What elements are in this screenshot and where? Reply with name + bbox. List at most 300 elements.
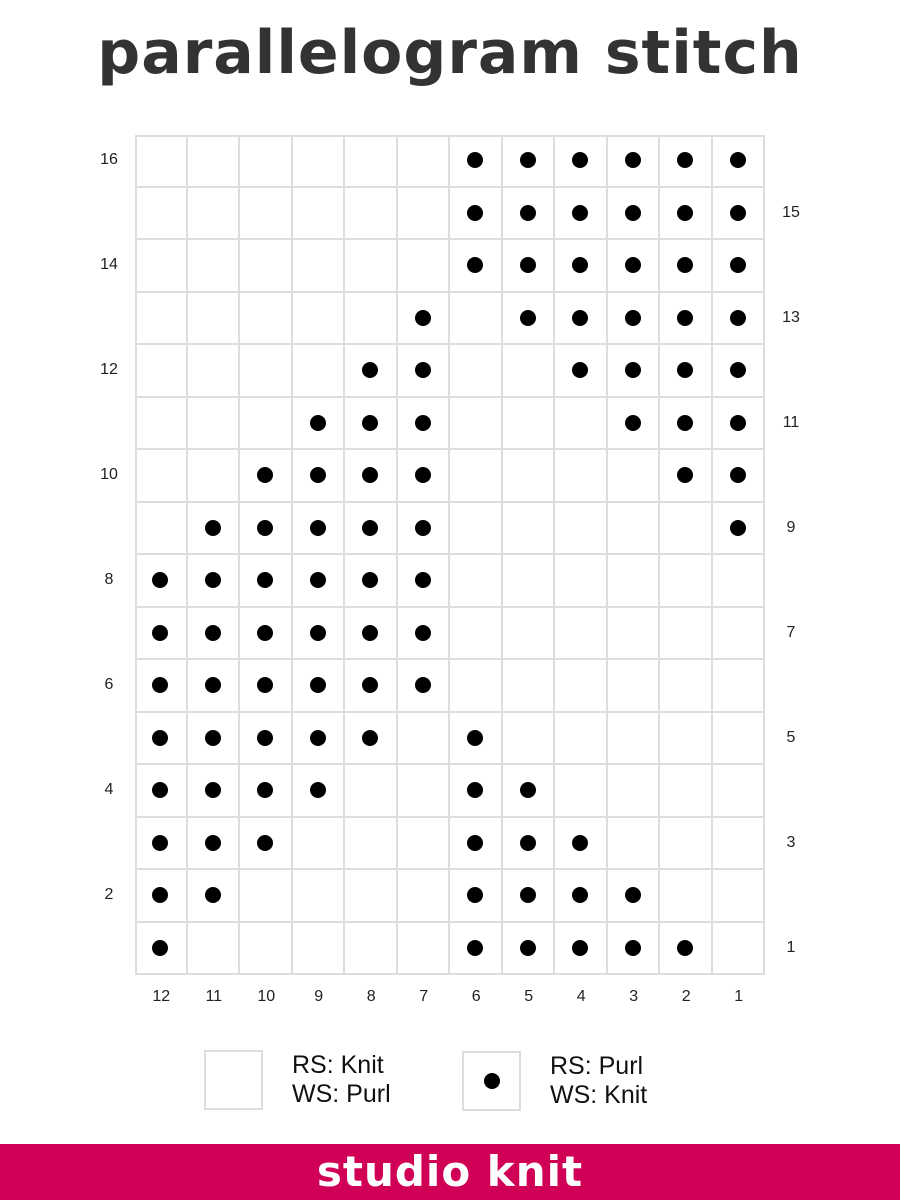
purl-dot-icon [205,782,221,798]
chart-cell [345,923,398,976]
chart-cell [608,503,661,556]
purl-dot-icon [362,730,378,746]
chart-cell [345,660,398,713]
legend-knit-text [292,1051,391,1109]
chart-cell [660,450,713,503]
chart-cell [135,503,188,556]
knitting-chart-grid [135,135,765,975]
purl-dot-icon [467,152,483,168]
chart-cell [135,660,188,713]
chart-cell [608,450,661,503]
chart-cell [503,398,556,451]
purl-dot-icon [467,205,483,221]
chart-cell [555,188,608,241]
purl-dot-icon [572,257,588,273]
chart-cell [135,555,188,608]
chart-cell [135,608,188,661]
chart-cell [713,923,766,976]
chart-cell [345,345,398,398]
purl-dot-icon [152,887,168,903]
chart-cell [135,188,188,241]
legend-knit-ws: WS: Purl [292,1080,391,1108]
purl-dot-icon [677,415,693,431]
legend-purl-ws: WS: Knit [550,1081,648,1109]
purl-dot-icon [205,730,221,746]
column-label: 12 [152,988,171,1005]
purl-dot-icon [310,677,326,693]
purl-dot-icon [257,835,273,851]
chart-cell [345,818,398,871]
chart-cell [188,450,241,503]
chart-cell [398,555,451,608]
legend-knit-rs: RS: Knit [292,1051,384,1079]
chart-cell [608,293,661,346]
row-label: 1 [786,938,796,956]
purl-dot-icon [730,467,746,483]
chart-cell [450,345,503,398]
chart-cell [188,608,241,661]
chart-cell [135,293,188,346]
column-label: 4 [576,988,586,1005]
purl-dot-icon [257,625,273,641]
purl-dot-icon [310,415,326,431]
chart-cell [555,923,608,976]
row-label: 14 [100,256,118,274]
chart-cell [503,450,556,503]
chart-cell [188,345,241,398]
purl-dot-icon [205,887,221,903]
purl-dot-icon [415,572,431,588]
chart-cell [188,870,241,923]
chart-cell [398,293,451,346]
purl-dot-icon [415,520,431,536]
purl-dot-icon [520,782,536,798]
chart-cell [240,660,293,713]
chart-cell [450,135,503,188]
chart-cell [450,765,503,818]
chart-cell [555,870,608,923]
chart-cell [135,450,188,503]
purl-dot-icon [152,572,168,588]
row-label: 13 [782,308,800,326]
purl-dot-icon [572,205,588,221]
chart-cell [713,345,766,398]
chart-cell [398,240,451,293]
row-label: 12 [100,361,118,379]
chart-cell [398,398,451,451]
chart-cell [398,765,451,818]
purl-dot-icon [572,310,588,326]
purl-dot-icon [467,730,483,746]
chart-cell [345,870,398,923]
chart-cell [450,188,503,241]
chart-cell [450,660,503,713]
purl-dot-icon [257,467,273,483]
chart-cell [660,713,713,766]
purl-dot-icon [152,625,168,641]
chart-cell [240,765,293,818]
chart-cell [660,923,713,976]
purl-dot-icon [415,310,431,326]
chart-cell [660,608,713,661]
chart-cell [450,818,503,871]
purl-dot-icon [205,625,221,641]
chart-cell [713,713,766,766]
column-label: 1 [734,988,744,1005]
chart-cell [135,923,188,976]
chart-cell [608,188,661,241]
chart-cell [398,188,451,241]
purl-dot-icon [205,520,221,536]
chart-cell [713,555,766,608]
chart-cell [398,660,451,713]
chart-cell [450,713,503,766]
chart-cell [240,450,293,503]
row-label: 15 [782,203,800,221]
chart-cell [555,765,608,818]
chart-cell [293,555,346,608]
chart-cell [345,293,398,346]
purl-dot-icon [677,152,693,168]
purl-dot-icon [152,940,168,956]
purl-dot-icon [205,572,221,588]
row-label: 6 [104,676,114,694]
purl-dot-icon [467,940,483,956]
chart-cell [188,923,241,976]
chart-cell [503,503,556,556]
row-label: 11 [782,413,800,431]
purl-dot-icon [625,887,641,903]
chart-cell [398,135,451,188]
purl-dot-icon [677,362,693,378]
chart-cell [240,923,293,976]
purl-dot-icon [152,835,168,851]
chart-title: parallelogram stitch [97,18,803,88]
chart-cell [503,555,556,608]
chart-cell [240,188,293,241]
row-label: 9 [786,518,796,536]
chart-cell [240,345,293,398]
purl-dot-icon [520,887,536,903]
chart-cell [660,188,713,241]
chart-cell [660,240,713,293]
chart-cell [188,240,241,293]
row-label: 5 [786,728,796,746]
chart-cell [555,240,608,293]
chart-cell [608,398,661,451]
chart-cell [293,188,346,241]
purl-dot-icon [362,625,378,641]
chart-cell [293,608,346,661]
purl-dot-icon [310,625,326,641]
chart-cell [503,713,556,766]
purl-dot-icon [625,205,641,221]
chart-cell [293,503,346,556]
purl-dot-icon [362,572,378,588]
chart-cell [713,135,766,188]
chart-cell [345,608,398,661]
chart-cell [660,818,713,871]
purl-dot-icon [467,887,483,903]
column-label: 11 [205,988,223,1005]
row-label: 16 [100,151,118,169]
chart-cell [713,608,766,661]
purl-dot-icon [467,782,483,798]
chart-cell [293,450,346,503]
purl-dot-icon [467,835,483,851]
chart-cell [345,240,398,293]
legend-purl-text [550,1052,647,1110]
purl-dot-icon [257,677,273,693]
chart-cell [135,398,188,451]
chart-cell [345,555,398,608]
chart-cell [188,398,241,451]
chart-cell [398,503,451,556]
chart-cell [555,345,608,398]
purl-dot-icon [310,520,326,536]
purl-dot-icon [152,782,168,798]
purl-dot-icon [415,467,431,483]
chart-cell [608,608,661,661]
chart-cell [188,765,241,818]
chart-cell [240,503,293,556]
chart-cell [345,188,398,241]
chart-cell [240,870,293,923]
row-label: 3 [786,833,796,851]
chart-cell [555,135,608,188]
chart-cell [503,765,556,818]
purl-dot-icon [730,520,746,536]
chart-cell [293,135,346,188]
chart-cell [135,765,188,818]
chart-cell [450,870,503,923]
chart-cell [135,240,188,293]
chart-cell [398,450,451,503]
purl-dot-icon [625,152,641,168]
chart-cell [555,713,608,766]
chart-cell [555,503,608,556]
chart-cell [135,870,188,923]
chart-cell [503,818,556,871]
chart-cell [608,818,661,871]
chart-cell [608,870,661,923]
purl-dot-icon [362,520,378,536]
chart-cell [713,503,766,556]
chart-cell [660,135,713,188]
chart-cell [660,398,713,451]
purl-dot-icon [625,940,641,956]
chart-cell [608,923,661,976]
chart-cell [713,660,766,713]
row-label: 2 [104,886,114,904]
chart-cell [398,923,451,976]
chart-cell [608,660,661,713]
purl-dot-icon [310,782,326,798]
chart-cell [713,765,766,818]
chart-cell [660,870,713,923]
column-label: 5 [524,988,534,1005]
chart-cell [555,450,608,503]
chart-cell [713,293,766,346]
chart-cell [660,293,713,346]
chart-cell [660,555,713,608]
purl-dot-icon [625,362,641,378]
chart-cell [188,713,241,766]
purl-dot-icon [730,362,746,378]
purl-dot-icon [257,730,273,746]
chart-cell [503,293,556,346]
chart-cell [660,503,713,556]
chart-cell [188,660,241,713]
chart-cell [660,660,713,713]
chart-cell [450,555,503,608]
purl-dot-icon [520,152,536,168]
column-label: 9 [314,988,324,1005]
chart-cell [293,713,346,766]
purl-dot-icon [362,677,378,693]
purl-dot-icon [415,415,431,431]
purl-dot-icon [730,310,746,326]
purl-dot-icon [310,467,326,483]
chart-cell [450,608,503,661]
purl-dot-icon [730,257,746,273]
chart-cell [713,450,766,503]
brand-logo: studio knit [316,1147,584,1196]
chart-cell [555,398,608,451]
chart-cell [398,870,451,923]
chart-cell [240,240,293,293]
chart-cell [608,135,661,188]
purl-dot-icon [362,415,378,431]
row-label: 4 [104,781,114,799]
chart-cell [345,398,398,451]
chart-cell [188,293,241,346]
purl-dot-icon [730,415,746,431]
purl-dot-icon [520,940,536,956]
chart-cell [503,240,556,293]
purl-dot-icon [677,310,693,326]
chart-cell [293,660,346,713]
chart-cell [503,608,556,661]
chart-cell [450,923,503,976]
chart-cell [608,765,661,818]
legend-purl-symbol [462,1051,521,1111]
purl-dot-icon [677,205,693,221]
chart-cell [450,240,503,293]
purl-dot-icon [625,310,641,326]
chart-cell [608,345,661,398]
chart-cell [555,818,608,871]
column-label: 2 [681,988,691,1005]
purl-dot-icon [415,677,431,693]
chart-cell [660,765,713,818]
chart-cell [135,713,188,766]
chart-cell [503,188,556,241]
purl-dot-icon [625,415,641,431]
chart-cell [345,503,398,556]
purl-dot-icon [257,572,273,588]
row-label: 10 [100,466,118,484]
purl-dot-icon [205,677,221,693]
chart-cell [240,293,293,346]
purl-dot-icon [677,467,693,483]
chart-cell [345,765,398,818]
chart-cell [660,345,713,398]
chart-cell [135,818,188,871]
chart-cell [240,713,293,766]
chart-cell [713,870,766,923]
row-label: 8 [104,571,114,589]
chart-cell [398,818,451,871]
column-label: 3 [629,988,639,1005]
chart-cell [608,713,661,766]
purl-dot-icon [310,572,326,588]
purl-dot-icon [152,730,168,746]
chart-cell [555,293,608,346]
chart-cell [240,608,293,661]
purl-dot-icon [677,257,693,273]
footer-banner [0,1144,900,1200]
chart-cell [240,818,293,871]
chart-cell [293,870,346,923]
purl-dot-icon [310,730,326,746]
chart-cell [345,713,398,766]
purl-dot-icon [572,940,588,956]
purl-dot-icon [484,1073,500,1089]
chart-cell [503,345,556,398]
chart-cell [503,923,556,976]
chart-cell [240,135,293,188]
chart-cell [713,188,766,241]
chart-cell [555,660,608,713]
purl-dot-icon [520,310,536,326]
purl-dot-icon [730,205,746,221]
purl-dot-icon [415,625,431,641]
purl-dot-icon [520,257,536,273]
purl-dot-icon [520,835,536,851]
legend-knit-symbol [204,1050,263,1110]
chart-cell [188,135,241,188]
chart-cell [345,135,398,188]
chart-cell [555,608,608,661]
chart-cell [293,345,346,398]
purl-dot-icon [572,887,588,903]
chart-cell [503,870,556,923]
chart-cell [503,660,556,713]
row-label: 7 [786,623,796,641]
purl-dot-icon [625,257,641,273]
chart-cell [188,555,241,608]
chart-cell [450,293,503,346]
chart-cell [450,450,503,503]
chart-cell [135,135,188,188]
chart-cell [293,293,346,346]
chart-cell [713,240,766,293]
column-label: 8 [366,988,376,1005]
legend-purl-rs: RS: Purl [550,1052,644,1080]
column-label: 6 [471,988,481,1005]
purl-dot-icon [257,520,273,536]
chart-cell [555,555,608,608]
chart-cell [345,450,398,503]
chart-cell [188,503,241,556]
chart-cell [293,818,346,871]
chart-cell [293,923,346,976]
chart-cell [293,398,346,451]
column-label: 10 [257,988,276,1005]
chart-cell [188,188,241,241]
purl-dot-icon [677,940,693,956]
